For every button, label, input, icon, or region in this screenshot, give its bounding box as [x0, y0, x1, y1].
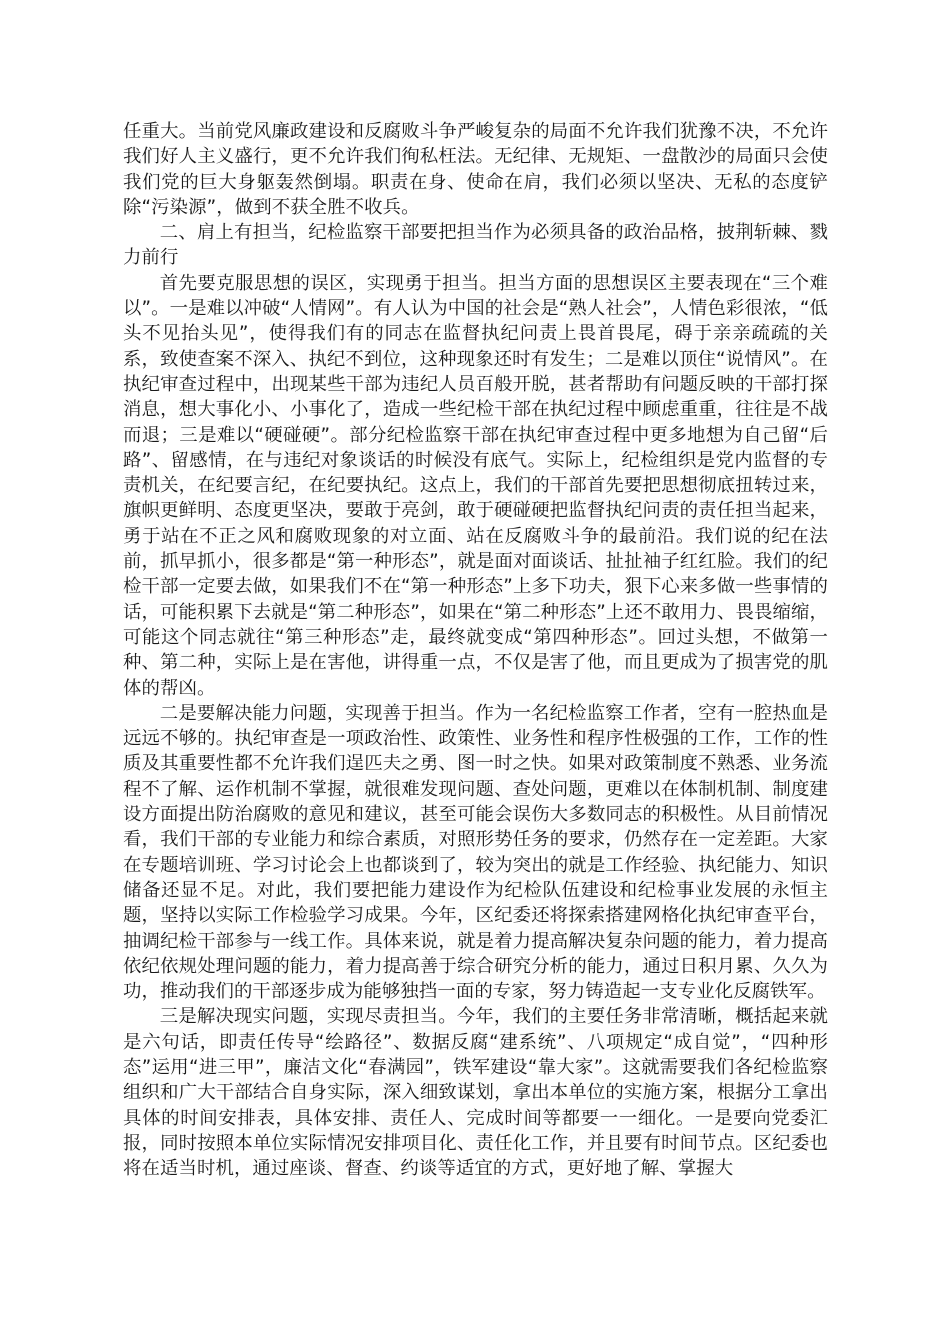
- section-heading-2: 二、肩上有担当，纪检监察干部要把担当作为必须具备的政治品格，披荆斩棘、戮力前行: [123, 222, 828, 269]
- paragraph-overcome-misconceptions: 首先要克服思想的误区，实现勇于担当。担当方面的思想误区主要表现在“三个难以”。一是难以冲破“人情网”。有人认为中国的社会是“熟人社会”，人情色彩很浓，“低头不见抬头见”，使得我们有的同志在监督执纪问责上畏首畏尾，碍于亲亲疏疏的关系，致使查案不深入、执纪不到位，这种现象还时有发生；二是难以顶住“说情风”。在执纪审查过程中，出现某些干部为违纪人员百般开脱，甚者帮助有问题反映的干部打探消息，想大事化小、小事化了，造成一些纪检干部在执纪过程中顾虑重重，往往是不战而退；三是难以“硬碰硬”。部分纪检监察干部在执纪审查过程中更多地想为自己留“后路”、留感情，在与违纪对象谈话的时候没有底气。实际上，纪检组织是党内监督的专责机关，在纪要言纪，在纪要执纪。这点上，我们的干部首先要把思想彻底扭转过来，旗帜更鲜明、态度更坚决，要敢于亮剑，敢于硬碰硬把监督执纪问责的责任担当起来，勇于站在不正之风和腐败现象的对立面、站在反腐败斗争的最前沿。我们说的纪在法前，抓早抓小，很多都是“第一种形态”，就是面对面谈话、扯扯袖子红红脸。我们的纪检干部一定要去做，如果我们不在“第一种形态”上多下功夫，狠下心来多做一些事情的话，可能积累下去就是“第二种形态”，如果在“第二种形态”上还不敢用力、畏畏缩缩，可能这个同志就往“第三种形态”走，最终就变成“第四种形态”。回过头想，不做第一种、第二种，实际上是在害他，讲得重一点，不仅是害了他，而且更成为了损害党的肌体的帮凶。: [123, 272, 828, 699]
- document-page: [123, 119, 828, 1181]
- paragraph-practical-problem: 三是解决现实问题，实现尽责担当。今年，我们的主要任务非常清晰，概括起来就是六句话，即责任传导“绘路径”、数据反腐“建系统”、八项规定“成自觉”，“四种形态”运用“进三甲”，廉洁文化“春满园”，铁军建设“靠大家”。这就需要我们各纪检监察组织和广大干部结合自身实际，深入细致谋划，拿出本单位的实施方案，根据分工拿出具体的时间安排表，具体安排、责任人、完成时间等都要一一细化。一是要向党委汇报，同时按照本单位实际情况安排项目化、责任化工作，并且要有时间节点。区纪委也将在适当时机，通过座谈、督查、约谈等适宜的方式，更好地了解、掌握大: [123, 1006, 828, 1180]
- paragraph-ability-problem: 二是要解决能力问题，实现善于担当。作为一名纪检监察工作者，空有一腔热血是远远不够的。执纪审查是一项政治性、政策性、业务性和程序性极强的工作，工作的性质及其重要性都不允许我们逞匹夫之勇、图一时之快。如果对政策制度不熟悉、业务流程不了解、运作机制不掌握，就很难发现问题、查处问题，更难以在体制机制、制度建设方面提出防治腐败的意见和建议，甚至可能会误伤大多数同志的积极性。从目前情况看，我们干部的专业能力和综合素质，对照形势任务的要求，仍然存在一定差距。大家在专题培训班、学习讨论会上也都谈到了，较为突出的就是工作经验、执纪能力、知识储备还显不足。对此，我们要把能力建设作为纪检队伍建设和纪检事业发展的永恒主题，坚持以实际工作检验学习成果。今年，区纪委还将探索搭建网格化执纪审查平台，抽调纪检干部参与一线工作。具体来说，就是着力提高解决复杂问题的能力，着力提高依纪依规处理问题的能力，着力提高善于综合研究分析的能力，通过日积月累、久久为功，推动我们的干部逐步成为能够独挡一面的专家，努力铸造起一支专业化反腐铁军。: [123, 702, 828, 1003]
- paragraph-continued: 任重大。当前党风廉政建设和反腐败斗争严峻复杂的局面不允许我们犹豫不决，不允许我们好人主义盛行，更不允许我们徇私枉法。无纪律、无规矩、一盘散沙的局面只会使我们党的巨大身躯轰然倒塌。职责在身、使命在肩，我们必须以坚决、无私的态度铲除“污染源”，做到不获全胜不收兵。: [123, 121, 828, 218]
